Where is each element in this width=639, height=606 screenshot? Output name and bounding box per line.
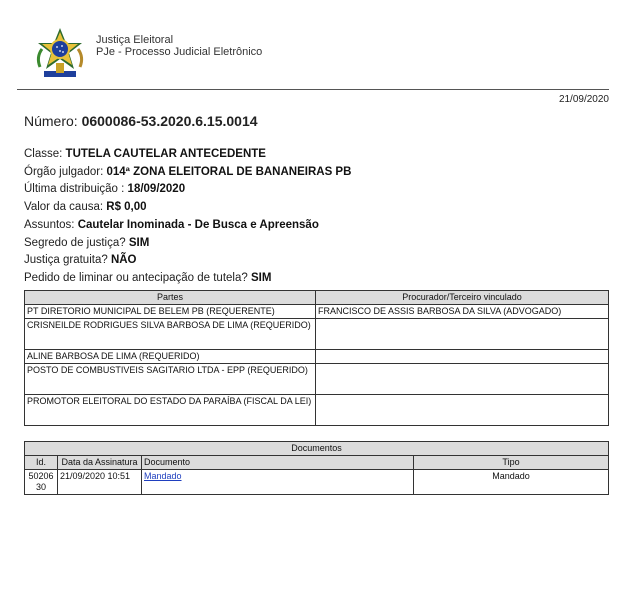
field-justica-gratuita: Justiça gratuita? NÃO: [24, 254, 137, 267]
id-header: Id.: [25, 456, 58, 470]
parte-cell: ALINE BARBOSA DE LIMA (REQUERIDO): [25, 350, 316, 364]
org-name: [96, 34, 262, 58]
data-assinatura-header: Data da Assinatura: [58, 456, 142, 470]
parte-cell: POSTO DE COMBUSTIVEIS SAGITARIO LTDA - EPP (REQUERIDO): [25, 364, 316, 395]
field-orgao-julgador: Órgão julgador: 014ª ZONA ELEITORAL DE BANANEIRAS PB: [24, 165, 352, 178]
field-pedido-liminar: Pedido de liminar ou antecipação de tutela? SIM: [24, 271, 272, 284]
header-divider: [17, 89, 609, 90]
table-row: [25, 319, 609, 350]
brazil-coat-of-arms-icon: [32, 27, 88, 85]
documento-header: Documento: [142, 456, 414, 470]
procurador-cell: [316, 395, 609, 426]
field-valor-causa: Valor da causa: R$ 0,00: [24, 201, 147, 214]
doc-tipo-cell: Mandado: [414, 470, 609, 495]
procurador-cell: [316, 319, 609, 350]
doc-documento-cell: [142, 470, 414, 495]
field-ultima-distribuicao: Última distribuição : 18/09/2020: [24, 183, 186, 196]
doc-data-cell: 21/09/2020 10:51: [58, 470, 142, 495]
documentos-title: Documentos: [25, 442, 609, 456]
partes-header-row: [25, 291, 609, 305]
page-header: [32, 27, 612, 89]
partes-header: Partes: [25, 291, 316, 305]
field-segredo-justica: Segredo de justiça? SIM: [24, 236, 150, 249]
process-number-value: 0600086-53.2020.6.15.0014: [81, 113, 258, 129]
table-row: [25, 395, 609, 426]
parte-cell: CRISNEILDE RODRIGUES SILVA BARBOSA DE LIMA (REQUERIDO): [25, 319, 316, 350]
process-number-label: Número:: [24, 113, 82, 129]
field-classe: Classe: TUTELA CAUTELAR ANTECEDENTE: [24, 148, 266, 160]
parte-cell: PROMOTOR ELEITORAL DO ESTADO DA PARAÍBA (FISCAL DA LEI): [25, 395, 316, 426]
table-row: [25, 305, 609, 319]
documentos-table: [24, 441, 609, 495]
procurador-cell: FRANCISCO DE ASSIS BARBOSA DA SILVA (ADVOGADO): [316, 305, 609, 319]
org-line1: Justiça Eleitoral: [96, 34, 174, 46]
tipo-header: Tipo: [414, 456, 609, 470]
parte-cell: PT DIRETORIO MUNICIPAL DE BELEM PB (REQUERENTE): [25, 305, 316, 319]
org-line2: PJe - Processo Judicial Eletrônico: [96, 46, 263, 58]
print-date: 21/09/2020: [558, 94, 609, 105]
table-row: [25, 470, 609, 495]
mandado-link[interactable]: Mandado: [144, 471, 182, 481]
field-assuntos: Assuntos: Cautelar Inominada - De Busca e Apreensão: [24, 218, 319, 231]
table-row: [25, 364, 609, 395]
documentos-title-row: [25, 442, 609, 456]
process-fields: [24, 146, 351, 288]
doc-id-cell: 5020630: [25, 470, 58, 495]
process-number: [24, 113, 258, 129]
table-row: [25, 350, 609, 364]
partes-table: [24, 290, 609, 426]
procurador-cell: [316, 364, 609, 395]
documentos-header-row: [25, 456, 609, 470]
procurador-header: Procurador/Terceiro vinculado: [316, 291, 609, 305]
procurador-cell: [316, 350, 609, 364]
